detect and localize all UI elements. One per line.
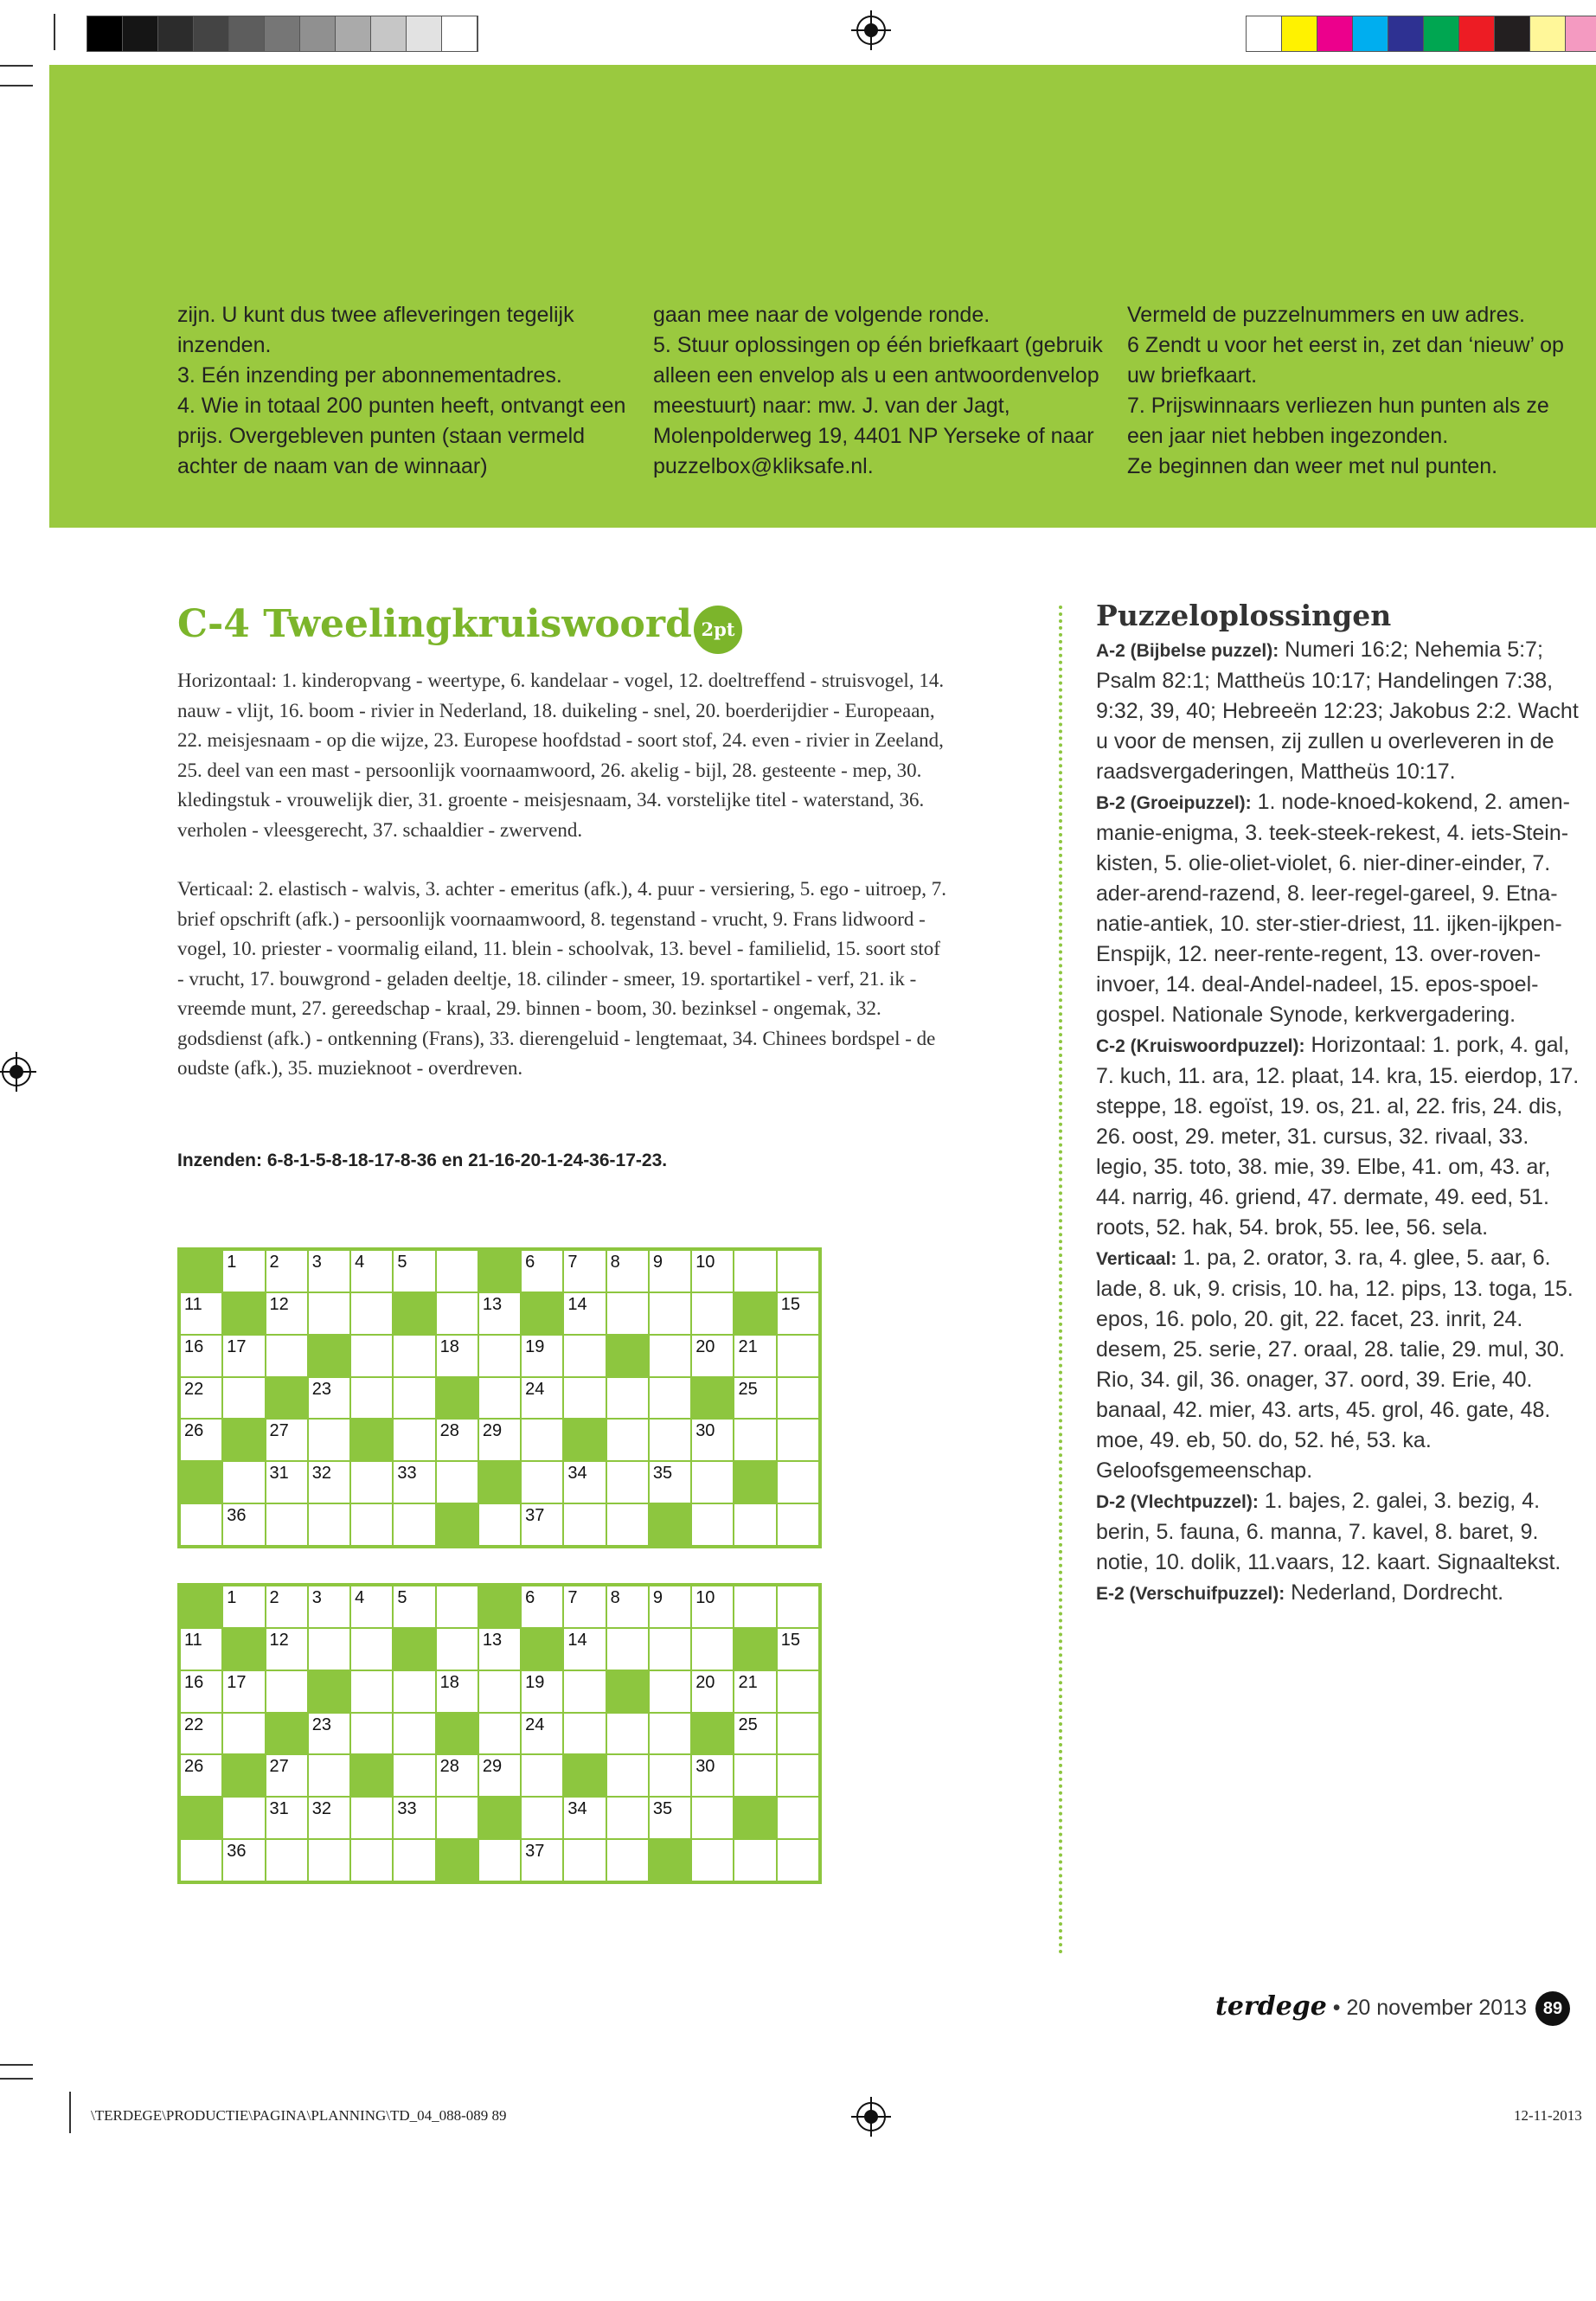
crossword-grid-1 [177, 1247, 822, 1548]
color-swatch [1459, 16, 1495, 51]
solution-text: Horizontaal: 1. pork, 4. gal, 7. kuch, 11. ara, 12. plaat, 14. kra, 15. eierdop, 17. steppe, 18. egoïst, 19. os, 21. al, 22. fris, 24. dis, 26. oost, 29. meter, 31. cursus, 32. rivaal, 33. legio, 35. toto, 38. mie, 39. Elbe, 41. om, 43. ar, 44. narrig, 46. griend, 47. dermate, 49. eed, 51. roots, 52. hak, 54. brok, 55. lee, 56. sela. [1096, 1033, 1580, 1240]
crossword-cell[interactable]: 30 [691, 1419, 734, 1461]
black-square [563, 1419, 606, 1461]
crossword-cell[interactable] [266, 1670, 308, 1713]
crossword-cell[interactable] [563, 1335, 606, 1377]
crossword-cell[interactable] [606, 1839, 649, 1881]
crossword-cell[interactable] [308, 1292, 350, 1335]
black-square [222, 1419, 265, 1461]
crossword-cell[interactable]: 18 [436, 1670, 478, 1713]
crossword-cell[interactable] [734, 1586, 776, 1628]
color-swatch [229, 16, 265, 51]
black-square [649, 1839, 691, 1881]
crossword-cell[interactable]: 24 [521, 1377, 563, 1420]
crossword-cell[interactable] [308, 1628, 350, 1670]
solution-label: B-2 (Groeipuzzel): [1096, 793, 1252, 813]
black-square [734, 1292, 776, 1335]
crossword-cell[interactable]: 22 [180, 1377, 222, 1420]
solution-label: E-2 (Verschuifpuzzel): [1096, 1584, 1285, 1604]
color-swatch [194, 16, 229, 51]
grayscale-color-bar [87, 16, 478, 52]
crossword-cell[interactable] [691, 1839, 734, 1881]
crossword-cell[interactable]: 18 [436, 1335, 478, 1377]
crossword-cell[interactable]: 37 [521, 1503, 563, 1546]
crossword-cell[interactable]: 33 [393, 1797, 435, 1839]
solution-text: Nederland, Dordrecht. [1285, 1580, 1504, 1605]
crossword-cell[interactable]: 27 [266, 1754, 308, 1797]
crossword-cell[interactable]: 32 [308, 1461, 350, 1503]
black-square [734, 1797, 776, 1839]
crossword-cell[interactable] [180, 1839, 222, 1881]
color-swatch [300, 16, 336, 51]
solution-entry [1096, 1578, 1580, 1609]
crossword-cell[interactable]: 21 [734, 1335, 776, 1377]
crossword-cell[interactable] [308, 1754, 350, 1797]
rules-text: 3. Eén inzending per abonnementadres. [177, 363, 562, 388]
crossword-cell[interactable] [393, 1503, 435, 1546]
crossword-cell[interactable] [308, 1419, 350, 1461]
solution-entry [1096, 635, 1580, 787]
crossword-cell[interactable]: 4 [350, 1250, 393, 1292]
crossword-cell[interactable] [436, 1797, 478, 1839]
black-square [436, 1713, 478, 1755]
crossword-cell[interactable]: 1 [222, 1586, 265, 1628]
crossword-cell[interactable]: 31 [266, 1461, 308, 1503]
crossword-cell[interactable] [606, 1503, 649, 1546]
page-footer [1211, 1991, 1527, 2022]
crop-mark [0, 2078, 33, 2080]
rules-column-3 [1127, 300, 1577, 482]
crossword-cell[interactable]: 35 [649, 1797, 691, 1839]
color-swatch [1388, 16, 1424, 51]
crossword-cell[interactable] [521, 1419, 563, 1461]
black-square [180, 1586, 222, 1628]
crossword-cell[interactable]: 36 [222, 1839, 265, 1881]
crossword-cell[interactable] [350, 1335, 393, 1377]
crossword-cell[interactable]: 33 [393, 1461, 435, 1503]
crossword-cell[interactable]: 7 [563, 1586, 606, 1628]
crossword-cell[interactable]: 36 [222, 1503, 265, 1546]
crossword-cell[interactable]: 17 [222, 1670, 265, 1713]
crossword-cell[interactable] [393, 1839, 435, 1881]
crossword-cell[interactable]: 19 [521, 1670, 563, 1713]
crossword-cell[interactable] [350, 1292, 393, 1335]
crossword-cell[interactable] [606, 1377, 649, 1420]
crossword-cell[interactable] [563, 1670, 606, 1713]
black-square [350, 1754, 393, 1797]
crossword-cell[interactable] [478, 1377, 521, 1420]
rules-text: zijn. U kunt dus twee afleveringen tegelijk inzenden. [177, 303, 574, 357]
solution-text: 1. bajes, 2. galei, 3. bezig, 4. berin, 5. fauna, 6. manna, 7. kavel, 8. baret, 9. notie, 10. dolik, 11.vaars, 12. kaart. Signaaltekst. [1096, 1489, 1561, 1574]
black-square [606, 1670, 649, 1713]
crossword-cell[interactable] [521, 1461, 563, 1503]
crossword-cell[interactable] [350, 1839, 393, 1881]
crossword-cell[interactable] [393, 1419, 435, 1461]
black-square [436, 1839, 478, 1881]
black-square [521, 1628, 563, 1670]
crossword-cell[interactable]: 3 [308, 1586, 350, 1628]
crossword-cell[interactable]: 29 [478, 1754, 521, 1797]
color-swatch [158, 16, 194, 51]
black-square [734, 1628, 776, 1670]
black-square [478, 1461, 521, 1503]
crossword-cell[interactable]: 29 [478, 1419, 521, 1461]
crossword-cell[interactable] [563, 1503, 606, 1546]
crossword-cell[interactable]: 16 [180, 1335, 222, 1377]
crossword-cell[interactable] [606, 1713, 649, 1755]
black-square [180, 1250, 222, 1292]
crossword-cell[interactable] [393, 1754, 435, 1797]
crossword-cell[interactable]: 5 [393, 1586, 435, 1628]
crossword-cell[interactable]: 15 [777, 1628, 819, 1670]
crossword-cell[interactable]: 4 [350, 1586, 393, 1628]
black-square [393, 1628, 435, 1670]
solution-label: Verticaal: [1096, 1249, 1177, 1269]
crossword-cell[interactable]: 3 [308, 1250, 350, 1292]
solution-text: 1. node-knoed-kokend, 2. amen-manie-enigma, 3. teek-steek-rekest, 4. iets-Stein-kisten, 5. olie-oliet-violet, 6. nier-diner-einder, 7. ader-arend-razend, 8. leer-regel-gareel, 9. Etna-natie-antiek, 10. ster-stier-driest, 11. ijken-ijkpen-Enspijk, 12. neer-rente-regent, 13. over-roven-invoer, 14. deal-Andel-nadeel, 15. epos-spoel-gospel. Nationale Synode, kerkvergadering. [1096, 790, 1570, 1027]
black-square [563, 1754, 606, 1797]
crossword-cell[interactable] [393, 1377, 435, 1420]
black-square [521, 1292, 563, 1335]
crossword-cell[interactable]: 31 [266, 1797, 308, 1839]
crossword-cell[interactable] [521, 1797, 563, 1839]
crossword-cell[interactable] [266, 1839, 308, 1881]
crossword-cell[interactable] [606, 1292, 649, 1335]
issue-date: 20 november 2013 [1346, 1996, 1527, 2020]
color-swatch [1566, 16, 1596, 51]
crossword-cell[interactable]: 14 [563, 1292, 606, 1335]
points-badge: 2pt [694, 606, 742, 654]
crossword-cell[interactable]: 23 [308, 1713, 350, 1755]
crossword-cell[interactable] [180, 1503, 222, 1546]
crossword-cell[interactable]: 8 [606, 1586, 649, 1628]
crossword-cell[interactable]: 25 [734, 1377, 776, 1420]
column-divider [1059, 606, 1062, 1955]
crossword-cell[interactable] [777, 1797, 819, 1839]
rules-text: 7. Prijswinnaars verliezen hun punten als ze een jaar niet hebben ingezonden. [1127, 394, 1549, 448]
color-swatch [1317, 16, 1353, 51]
horizontal-clues: Horizontaal: 1. kinderopvang - weertype, 6. kandelaar - vogel, 12. doeltreffend - struisvogel, 14. nauw - vlijt, 16. boom - rivier in Nederland, 18. duikeling - snel, 20. boerderijdier - Europeaan, 22. meisjesnaam - op die wijze, 23. Europese hoofdstad - soort stof, 24. even - rivier in Zeeland, 25. deel van een mast - persoonlijk voornaamwoord, 26. akelig - bijl, 28. gesteente - mep, 30. kledingstuk - vrouwelijk dier, 31. groente - meisjesnaam, 34. vorstelijke titel - waterstand, 36. verholen - vleesgerecht, 37. schaaldier - zwervend. [177, 670, 945, 841]
crossword-cell[interactable]: 12 [266, 1628, 308, 1670]
crossword-cell[interactable]: 23 [308, 1377, 350, 1420]
solution-entry [1096, 787, 1580, 1030]
crossword-cell[interactable] [777, 1335, 819, 1377]
crossword-cell[interactable] [478, 1335, 521, 1377]
crossword-cell[interactable] [606, 1461, 649, 1503]
crossword-cell[interactable] [649, 1754, 691, 1797]
color-swatch [442, 16, 478, 51]
black-square [649, 1503, 691, 1546]
registration-mark-bottom [856, 2102, 886, 2131]
crossword-cell[interactable] [691, 1461, 734, 1503]
crossword-cell[interactable]: 11 [180, 1628, 222, 1670]
color-swatch [1495, 16, 1530, 51]
black-square [308, 1670, 350, 1713]
crossword-cell[interactable] [222, 1377, 265, 1420]
black-square [266, 1713, 308, 1755]
rules-text: 6 Zendt u voor het eerst in, zet dan ‘nieuw’ op uw briefkaart. [1127, 333, 1564, 388]
crossword-cell[interactable] [350, 1503, 393, 1546]
crossword-cell[interactable] [606, 1754, 649, 1797]
crossword-cell[interactable] [691, 1628, 734, 1670]
crossword-cell[interactable] [436, 1250, 478, 1292]
crossword-cell[interactable] [266, 1503, 308, 1546]
registration-mark-top [856, 16, 886, 45]
crossword-cell[interactable] [222, 1713, 265, 1755]
crossword-cell[interactable] [222, 1797, 265, 1839]
color-swatch [1530, 16, 1566, 51]
crossword-cell[interactable]: 27 [266, 1419, 308, 1461]
color-swatch [1247, 16, 1282, 51]
crossword-cell[interactable] [691, 1503, 734, 1546]
crossword-cell[interactable]: 10 [691, 1250, 734, 1292]
rules-column-1 [177, 300, 627, 482]
crossword-cell[interactable]: 10 [691, 1586, 734, 1628]
black-square [266, 1377, 308, 1420]
crossword-cell[interactable]: 28 [436, 1419, 478, 1461]
crossword-cell[interactable] [393, 1713, 435, 1755]
crossword-cell[interactable] [649, 1713, 691, 1755]
rules-text: Ze beginnen dan weer met nul punten. [1127, 454, 1498, 478]
crossword-cell[interactable] [734, 1503, 776, 1546]
crossword-cell[interactable] [777, 1754, 819, 1797]
crossword-cell[interactable] [691, 1797, 734, 1839]
black-square [222, 1754, 265, 1797]
crossword-cell[interactable]: 6 [521, 1586, 563, 1628]
solution-text: 1. pa, 2. orator, 3. ra, 4. glee, 5. aar, 6. lade, 8. uk, 9. crisis, 10. ha, 12. pips, 13. toga, 15. epos, 16. polo, 20. git, 22. facet, 23. inrit, 24. desem, 25. serie, 27. oraal, 28. talie, 29. mul, 30. Rio, 34. gil, 36. onager, 37. oord, 39. Erie, 40. banaal, 42. mier, 43. arts, 45. grol, 46. gate, 48. moe, 49. eb, 50. do, 52. hé, 53. ka. Geloofsgemeenschap. [1096, 1246, 1574, 1483]
solution-label: C-2 (Kruiswoordpuzzel): [1096, 1036, 1305, 1056]
color-swatch [371, 16, 407, 51]
crossword-cell[interactable]: 14 [563, 1628, 606, 1670]
crossword-cell[interactable]: 21 [734, 1670, 776, 1713]
crossword-cell[interactable]: 13 [478, 1292, 521, 1335]
crossword-cell[interactable]: 1 [222, 1250, 265, 1292]
crossword-cell[interactable] [649, 1377, 691, 1420]
crossword-cell[interactable]: 7 [563, 1250, 606, 1292]
black-square [478, 1797, 521, 1839]
crossword-cell[interactable] [350, 1797, 393, 1839]
black-square [606, 1335, 649, 1377]
puzzle-title: C-4 Tweelingkruiswoord [177, 602, 692, 646]
crossword-cell[interactable] [521, 1754, 563, 1797]
crossword-cell[interactable]: 12 [266, 1292, 308, 1335]
crossword-cell[interactable] [691, 1292, 734, 1335]
crossword-cell[interactable] [649, 1670, 691, 1713]
black-square [180, 1797, 222, 1839]
solutions-list [1096, 635, 1580, 1609]
crossword-cell[interactable] [350, 1628, 393, 1670]
crop-mark [0, 2064, 33, 2066]
black-square [222, 1628, 265, 1670]
black-square [691, 1377, 734, 1420]
registration-mark-left [2, 1057, 31, 1086]
crossword-cell[interactable] [649, 1335, 691, 1377]
crossword-cell[interactable]: 11 [180, 1292, 222, 1335]
crossword-cell[interactable]: 20 [691, 1670, 734, 1713]
crossword-cell[interactable]: 26 [180, 1754, 222, 1797]
black-square [180, 1461, 222, 1503]
crossword-cell[interactable] [777, 1419, 819, 1461]
crossword-cell[interactable]: 32 [308, 1797, 350, 1839]
black-square [478, 1586, 521, 1628]
crossword-cell[interactable] [563, 1377, 606, 1420]
crossword-cell[interactable] [777, 1503, 819, 1546]
crossword-cell[interactable] [734, 1839, 776, 1881]
crossword-cell[interactable]: 22 [180, 1713, 222, 1755]
crossword-cell[interactable]: 13 [478, 1628, 521, 1670]
color-swatch [1353, 16, 1388, 51]
crossword-cell[interactable]: 5 [393, 1250, 435, 1292]
crossword-cell[interactable] [478, 1839, 521, 1881]
crossword-cell[interactable] [777, 1461, 819, 1503]
crossword-grid-2 [177, 1583, 822, 1884]
black-square [350, 1419, 393, 1461]
rules-text: Vermeld de puzzelnummers en uw adres. [1127, 303, 1525, 327]
crossword-cell[interactable] [436, 1292, 478, 1335]
crossword-cell[interactable]: 35 [649, 1461, 691, 1503]
vertical-clues: Verticaal: 2. elastisch - walvis, 3. achter - emeritus (afk.), 4. puur - versiering, 5. ego - uitroep, 7. brief opschrift (afk.) - persoonlijk voornaamwoord, 8. tegenstand - vrucht, 9. Frans lidwoord - vogel, 10. priester - voormalig eiland, 11. blein - schoolvak, 13. bevel - familielid, 15. soort stof - vrucht, 17. bouwgrond - geladen deeltje, 18. cilinder - smeer, 19. sportartikel - verf, 21. ik - vreemde munt, 27. gereedschap - kraal, 29. binnen - boom, 30. bezinksel - ongemak, 32. godsdienst (afk.) - ontkenning (Frans), 33. dierengeluid - lengtemaat, 34. Chinees bordspel - de oudste (afk.), 35. muzieknoot - overdreven. [177, 878, 947, 1079]
color-swatch [1282, 16, 1317, 51]
crossword-cell[interactable] [478, 1503, 521, 1546]
color-swatch [1424, 16, 1459, 51]
crossword-cell[interactable] [436, 1461, 478, 1503]
crossword-cell[interactable]: 30 [691, 1754, 734, 1797]
black-square [436, 1377, 478, 1420]
color-swatch [407, 16, 442, 51]
solution-entry [1096, 1030, 1580, 1243]
solution-entry [1096, 1486, 1580, 1578]
crossword-cell[interactable] [649, 1419, 691, 1461]
crossword-cell[interactable] [734, 1419, 776, 1461]
crossword-cell[interactable]: 37 [521, 1839, 563, 1881]
crop-mark [0, 85, 33, 87]
rules-text: 4. Wie in totaal 200 punten heeft, ontvangt een prijs. Overgebleven punten (staan vermeld achter de naam van de winnaar) [177, 394, 626, 478]
color-swatch [87, 16, 123, 51]
solution-label: D-2 (Vlechtpuzzel): [1096, 1492, 1259, 1512]
rules-text: 5. Stuur oplossingen op één briefkaart (gebruik alleen een envelop als u een antwoordenvelop meestuurt) naar: mw. J. van der Jagt, Molenpolderweg 19, 4401 NP Yerseke of naar puzzelbox@kliksafe.nl. [653, 333, 1103, 478]
color-swatch [123, 16, 158, 51]
crop-mark [69, 2092, 71, 2133]
submit-instruction: Inzenden: 6-8-1-5-8-18-17-8-36 en 21-16-20-1-24-36-17-23. [177, 1150, 668, 1170]
crossword-cell[interactable] [350, 1461, 393, 1503]
slug-date: 12-11-2013 [1514, 2107, 1582, 2124]
crossword-cell[interactable] [606, 1628, 649, 1670]
crossword-cell[interactable]: 20 [691, 1335, 734, 1377]
crossword-cell[interactable]: 17 [222, 1335, 265, 1377]
solution-entry [1096, 1243, 1580, 1486]
crossword-cell[interactable] [563, 1839, 606, 1881]
crossword-cell[interactable] [777, 1839, 819, 1881]
crossword-cell[interactable] [777, 1250, 819, 1292]
crossword-cell[interactable] [649, 1628, 691, 1670]
crossword-cell[interactable]: 9 [649, 1250, 691, 1292]
black-square [393, 1292, 435, 1335]
crossword-cell[interactable] [350, 1377, 393, 1420]
crossword-cell[interactable]: 25 [734, 1713, 776, 1755]
slug-file-path: \TERDEGE\PRODUCTIE\PAGINA\PLANNING\TD_04_088-089 89 [91, 2107, 507, 2124]
black-square [436, 1503, 478, 1546]
crossword-cell[interactable]: 16 [180, 1670, 222, 1713]
crossword-cell[interactable]: 15 [777, 1292, 819, 1335]
crossword-cell[interactable] [393, 1670, 435, 1713]
crossword-cell[interactable] [350, 1670, 393, 1713]
crossword-cell[interactable]: 24 [521, 1713, 563, 1755]
crossword-cell[interactable] [393, 1335, 435, 1377]
crossword-cell[interactable]: 8 [606, 1250, 649, 1292]
crossword-cell[interactable] [606, 1419, 649, 1461]
crossword-cell[interactable] [222, 1461, 265, 1503]
page-number: 89 [1535, 1991, 1570, 2026]
crossword-cell[interactable]: 9 [649, 1586, 691, 1628]
crossword-cell[interactable] [266, 1335, 308, 1377]
color-swatch [265, 16, 300, 51]
crossword-cell[interactable] [606, 1797, 649, 1839]
solutions-title: Puzzeloplossingen [1096, 599, 1392, 632]
crossword-cell[interactable] [777, 1713, 819, 1755]
crossword-cell[interactable]: 2 [266, 1586, 308, 1628]
crossword-cell[interactable]: 34 [563, 1797, 606, 1839]
crossword-cell[interactable] [436, 1586, 478, 1628]
crossword-cell[interactable] [777, 1586, 819, 1628]
crossword-cell[interactable] [308, 1503, 350, 1546]
solution-label: A-2 (Bijbelse puzzel): [1096, 641, 1279, 661]
crossword-cell[interactable]: 26 [180, 1419, 222, 1461]
brand-logo: terdege [1215, 1991, 1327, 2022]
crop-mark [54, 14, 55, 50]
crossword-cell[interactable] [649, 1292, 691, 1335]
crossword-cell[interactable]: 19 [521, 1335, 563, 1377]
crossword-cell[interactable] [478, 1713, 521, 1755]
solution-text: Numeri 16:2; Nehemia 5:7; Psalm 82:1; Mattheüs 10:17; Handelingen 7:38, 9:32, 39, 40; Hebreeën 12:23; Jakobus 2:2. Wacht u voor de mensen, zij zullen u overleveren in de raadsvergaderingen, Mattheüs 10:17. [1096, 638, 1579, 784]
crossword-cell[interactable] [734, 1754, 776, 1797]
black-square [734, 1461, 776, 1503]
footer-separator: • [1326, 1996, 1347, 2020]
black-square [308, 1335, 350, 1377]
crossword-cell[interactable]: 2 [266, 1250, 308, 1292]
rules-text: gaan mee naar de volgende ronde. [653, 303, 990, 327]
crossword-cell[interactable] [777, 1377, 819, 1420]
crossword-cell[interactable] [308, 1839, 350, 1881]
rules-column-2 [653, 300, 1103, 482]
black-square [691, 1713, 734, 1755]
color-swatch [336, 16, 371, 51]
crossword-cell[interactable] [777, 1670, 819, 1713]
crossword-cell[interactable] [734, 1250, 776, 1292]
crossword-cell[interactable] [436, 1628, 478, 1670]
crossword-cell[interactable] [563, 1713, 606, 1755]
crossword-cell[interactable] [350, 1713, 393, 1755]
crossword-cell[interactable]: 6 [521, 1250, 563, 1292]
black-square [222, 1292, 265, 1335]
process-color-bar [1246, 16, 1596, 52]
crossword-cell[interactable] [478, 1670, 521, 1713]
crop-mark [0, 65, 33, 67]
crossword-cell[interactable]: 34 [563, 1461, 606, 1503]
black-square [478, 1250, 521, 1292]
crossword-cell[interactable]: 28 [436, 1754, 478, 1797]
